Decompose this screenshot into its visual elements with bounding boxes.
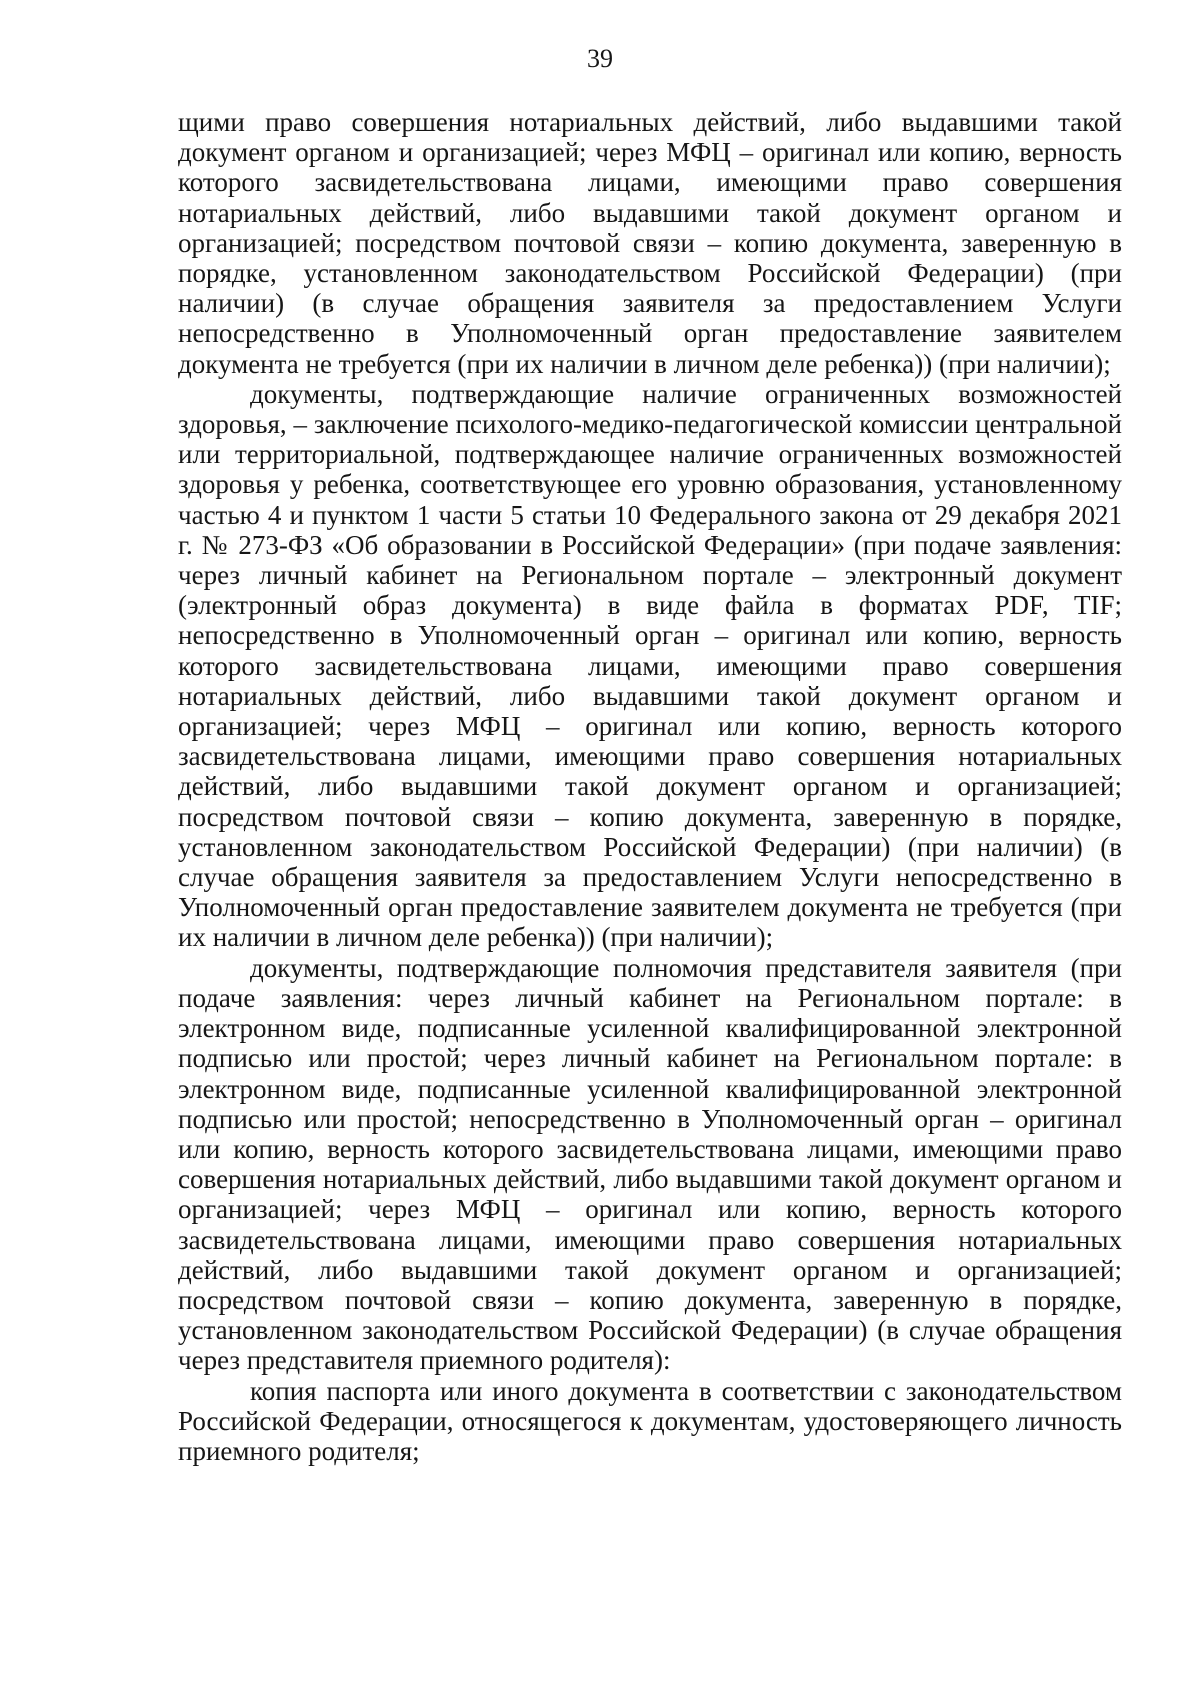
- paragraph-health-documents: документы, подтверждающие наличие ограниченных возможностей здоровья, – заключение психолого-медико-педагогической комиссии центральной или территориальной, подтверждающее наличие ограниченных возможностей здоровья у ребенка, соответствующее его уровню образования, установленному частью 4 и пунктом 1 части 5 статьи 10 Федерального закона от 29 декабря 2021 г. № 273-ФЗ «Об образовании в Российской Федерации» (при подаче заявления: через личный кабинет на Региональном портале – электронный документ (электронный образ документа) в виде файла в форматах PDF, TIF; непосредственно в Уполномоченный орган – оригинал или копию, верность которого засвидетельствована лицами, имеющими право совершения нотариальных действий, либо выдавшими такой документ органом и организацией; через МФЦ – оригинал или копию, верность которого засвидетельствована лицами, имеющими право совершения нотариальных действий, либо выдавшими такой документ органом и организацией; посредством почтовой связи – копию документа, заверенную в порядке, установленном законодательством Российской Федерации) (при наличии) (в случае обращения заявителя за предоставлением Услуги непосредственно в Уполномоченный орган предоставление заявителем документа не требуется (при их наличии в личном деле ребенка)) (при наличии);: [178, 378, 1122, 953]
- paragraph-continuation: щими право совершения нотариальных действий, либо выдавшими такой документ органом и организацией; через МФЦ – оригинал или копию, верность которого засвидетельствована лицами, имеющими право совершения нотариальных действий, либо выдавшими такой документ органом и организацией; посредством почтовой связи – копию документа, заверенную в порядке, установленном законодательством Российской Федерации) (при наличии) (в случае обращения заявителя за предоставлением Услуги непосредственно в Уполномоченный орган предоставление заявителем документа не требуется (при их наличии в личном деле ребенка)) (при наличии);: [178, 107, 1122, 379]
- document-body: [178, 107, 1122, 1466]
- paragraph-representative-documents: документы, подтверждающие полномочия представителя заявителя (при подаче заявления: через личный кабинет на Региональном портале: в электронном виде, подписанные усиленной квалифицированной электронной подписью или простой; через личный кабинет на Региональном портале: в электронном виде, подписанные усиленной квалифицированной электронной подписью или простой; непосредственно в Уполномоченный орган – оригинал или копию, верность которого засвидетельствована лицами, имеющими право совершения нотариальных действий, либо выдавшими такой документ органом и организацией; через МФЦ – оригинал или копию, верность которого засвидетельствована лицами, имеющими право совершения нотариальных действий, либо выдавшими такой документ органом и организацией; посредством почтовой связи – копию документа, заверенную в порядке, установленном законодательством Российской Федерации) (в случае обращения через представителя приемного родителя):: [178, 952, 1122, 1376]
- paragraph-passport-copy: копия паспорта или иного документа в соответствии с законодательством Российской Федерации, относящегося к документам, удостоверяющего личность приемного родителя;: [178, 1375, 1122, 1466]
- page-number: 39: [587, 44, 613, 73]
